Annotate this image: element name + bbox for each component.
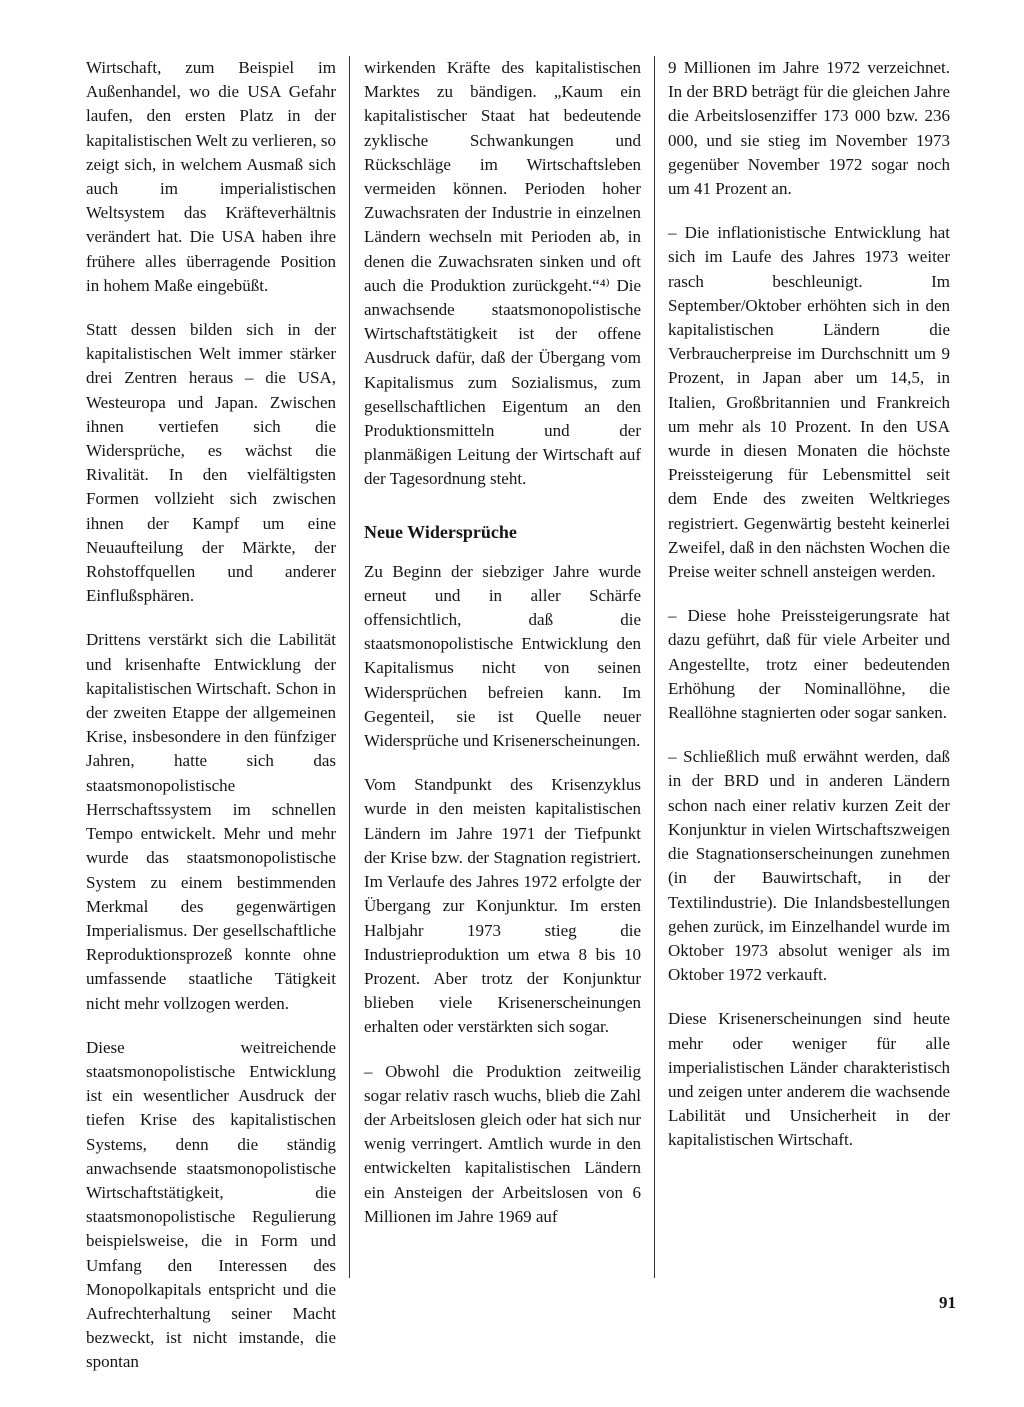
text-column-1 xyxy=(86,56,336,1395)
text-column-3 xyxy=(668,56,950,1173)
paragraph: Wirtschaft, zum Beispiel im Außenhandel, wo die USA Gefahr laufen, den ersten Platz in der kapitalistischen Welt zu verlieren, so zeigt sich, in welchem Ausmaß sich auch im imperialistischen Weltsystem das Kräfteverhältnis verändert hat. Die USA haben ihre frühere alles überragende Position in hohem Maße eingebüßt. xyxy=(86,58,336,295)
page-number: 91 xyxy=(939,1293,956,1312)
column-divider xyxy=(654,56,655,1278)
section-heading: Neue Widersprüche xyxy=(364,521,517,542)
paragraph: Diese weitreichende staatsmonopolistische Entwicklung ist ein wesentlicher Ausdruck der tiefen Krise des kapitalistischen Systems, denn die ständig anwachsende staatsmonopolistische Wirtschaftstätigkeit, die staatsmonopolistische Regulierung beispielsweise, die in Form und Umfang den Interessen des Monopolkapitals entspricht und die Aufrechterhaltung seiner Macht bezweckt, ist nicht imstande, die spontan xyxy=(86,1037,336,1372)
paragraph: wirkenden Kräfte des kapitalistischen Marktes zu bändigen. „Kaum ein kapitalistischer Staat hat bedeutende zyklische Schwankungen und Rückschläge im Wirtschaftsleben vermeiden können. Perioden hoher Zuwachsraten der Industrie in einzelnen Ländern wechseln mit Perioden ab, in denen die Zuwachsraten sinken und oft auch die Produktion zurückgeht.“⁴⁾ Die anwachsende staatsmonopolistische Wirtschaftstätigkeit ist der offene Ausdruck dafür, daß der Übergang vom Kapitalismus zum Sozialismus, zum gesellschaftlichen Eigentum an den Produktionsmitteln und der planmäßigen Leitung der Wirtschaft auf der Tagesordnung steht. xyxy=(364,58,641,489)
paragraph: – Obwohl die Produktion zeitweilig sogar relativ rasch wuchs, blieb die Zahl der Arbeitslosen gleich oder hat sich nur wenig verringert. Amtlich wurde in den entwickelten kapitalistischen Ländern ein Ansteigen der Arbeitslosen von 6 Millionen im Jahre 1969 auf xyxy=(364,1061,641,1226)
paragraph: Zu Beginn der siebziger Jahre wurde erneut und in aller Schärfe offensichtlich, daß die staatsmonopolistische Entwicklung den Kapitalismus nicht von seinen Widersprüchen befreien kann. Im Gegenteil, sie ist Quelle neuer Widersprüche und Krisenerscheinungen. xyxy=(364,561,641,751)
paragraph: Vom Standpunkt des Krisenzyklus wurde in den meisten kapitalistischen Ländern im Jahre 1971 der Tiefpunkt der Krise bzw. der Stagnation registriert. Im Verlaufe des Jahres 1972 erfolgte der Übergang zur Konjunktur. Im ersten Halbjahr 1973 stieg die Industrieproduktion um etwa 8 bis 10 Prozent. Aber trotz der Konjunktur blieben viele Krisenerscheinungen erhalten oder verstärkten sich sogar. xyxy=(364,775,641,1037)
paragraph: – Die inflationistische Entwicklung hat sich im Laufe des Jahres 1973 weiter rasch beschleunigt. Im September/Oktober erhöhten sich in den kapitalistischen Ländern die Verbraucherpreise im Durchschnitt um 9 Prozent, in Japan aber um 14,5, in Italien, Großbritannien und Frankreich um mehr als 10 Prozent. In den USA wurde in diesen Monaten die höchste Preissteigerung für Lebensmittel seit dem Ende des zweiten Weltkrieges registriert. Gegenwärtig besteht keinerlei Zweifel, daß in den nächsten Wochen die Preise weiter schnell ansteigen werden. xyxy=(668,223,950,582)
column-divider xyxy=(349,56,350,1278)
paragraph: 9 Millionen im Jahre 1972 verzeichnet. In der BRD beträgt für die gleichen Jahre die Arbeitslosenziffer 173 000 bzw. 236 000, und sie stieg im November 1973 gegenüber November 1972 sogar noch um 41 Prozent an. xyxy=(668,58,950,199)
paragraph: – Schließlich muß erwähnt werden, daß in der BRD und in anderen Ländern schon nach einer relativ kurzen Zeit der Konjunktur in vielen Wirtschaftszweigen die Stagnationserscheinungen zunehmen (in der Bauwirtschaft, in der Textilindustrie). Die Inlandsbestellungen gehen zurück, im Einzelhandel wurde im Oktober 1973 absolut weniger als im Oktober 1972 verkauft. xyxy=(668,747,950,985)
text-column-2 xyxy=(364,56,641,1249)
paragraph: – Diese hohe Preissteigerungsrate hat dazu geführt, daß für viele Arbeiter und Angestellte, trotz einer bedeutenden Erhöhung der Nominallöhne, die Reallöhne stagnierten oder sogar sanken. xyxy=(668,606,950,723)
paragraph: Drittens verstärkt sich die Labilität und krisenhafte Entwicklung der kapitalistischen Wirtschaft. Schon in der zweiten Etappe der allgemeinen Krise, insbesondere in den fünfziger Jahren, hatte sich das staatsmonopolistische Herrschaftssystem im schnellen Tempo entwickelt. Mehr und mehr wurde das staatsmonopolistische System zu einem bestimmenden Merkmal des gegenwärtigen Imperialismus. Der gesellschaftliche Reproduktionsprozeß konnte ohne umfassende staatliche Tätigkeit nicht mehr vollzogen werden. xyxy=(86,630,336,1013)
paragraph: Diese Krisenerscheinungen sind heute mehr oder weniger für alle imperialistischen Länder charakteristisch und zeigen unter anderem die wachsende Labilität und Unsicherheit in der kapitalistischen Wirtschaft. xyxy=(668,1009,950,1150)
paragraph: Statt dessen bilden sich in der kapitalistischen Welt immer stärker drei Zentren heraus – die USA, Westeuropa und Japan. Zwischen ihnen vertiefen sich die Widersprüche, es wächst die Rivalität. In den vielfältigsten Formen vollzieht sich zwischen ihnen der Kampf um eine Neuaufteilung der Märkte, der Rohstoffquellen und anderer Einflußsphären. xyxy=(86,320,336,606)
